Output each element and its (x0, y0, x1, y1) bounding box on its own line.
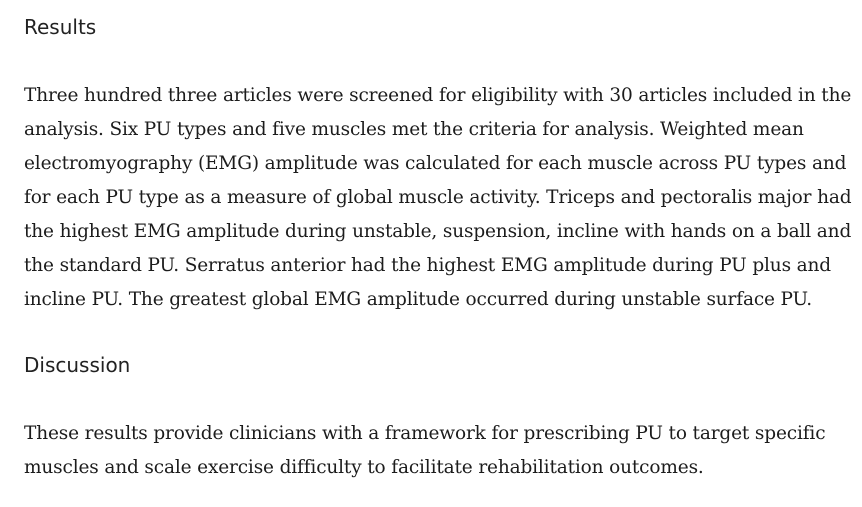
results-paragraph: Three hundred three articles were screened for eligibility with 30 articles included in the analysis. Six PU types and five muscles met the criteria for analysis. Weighted mean electromyography (EMG) amplitude was calculated for each muscle across PU types and for each PU type as a measure of global muscle activity. Triceps and pectoralis major had the highest EMG amplitude during unstable, suspension, incline with hands on a ball and the standard PU. Serratus anterior had the highest EMG amplitude during PU plus and incline PU. The greatest global EMG amplitude occurred during unstable surface PU. (24, 85, 852, 310)
discussion-paragraph: These results provide clinicians with a framework for prescribing PU to target specific muscles and scale exercise difficulty to facilitate rehabilitation outcomes. (24, 423, 826, 478)
results-heading: Results (24, 15, 97, 39)
discussion-heading: Discussion (24, 353, 131, 377)
article-content (24, 12, 856, 485)
